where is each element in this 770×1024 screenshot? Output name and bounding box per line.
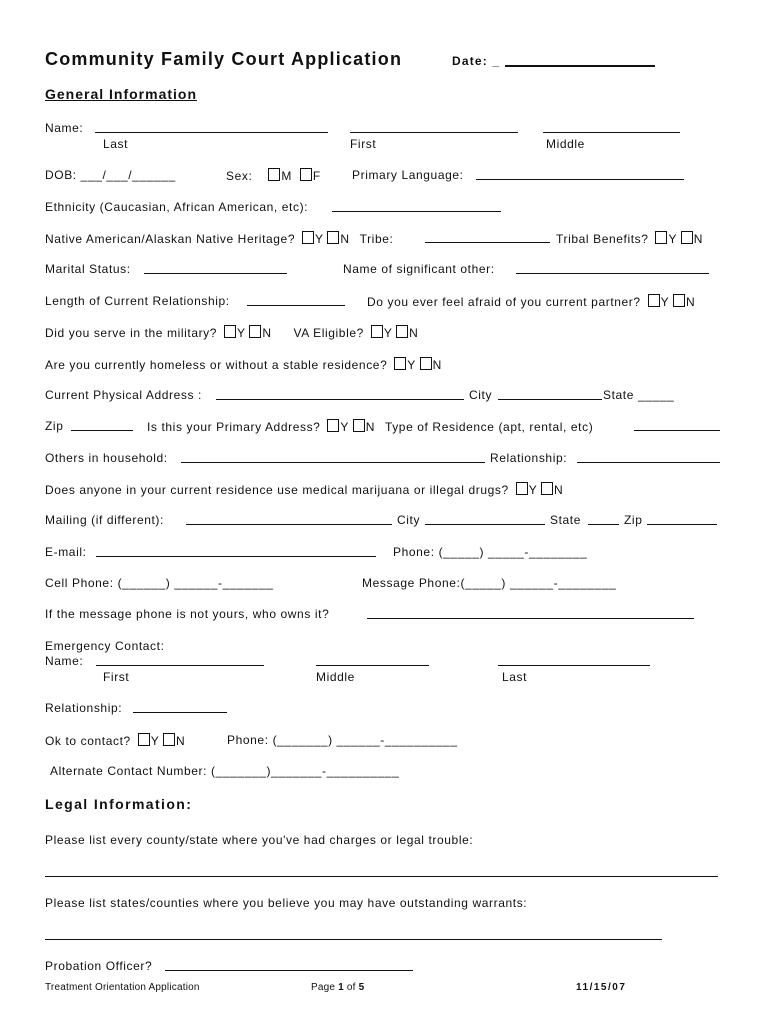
emergency-first-caption: First (103, 670, 130, 684)
significant-other-label: Name of significant other: (343, 262, 495, 276)
date-label: Date: _ (452, 54, 501, 68)
warrants-field[interactable] (45, 939, 662, 940)
afraid-n-checkbox[interactable] (673, 294, 685, 307)
y-label: Y (528, 483, 538, 497)
n-label: N (685, 295, 696, 309)
mailing-state-label: State (550, 513, 582, 527)
state-field[interactable]: State _____ (603, 388, 675, 402)
y-label: Y (383, 326, 393, 340)
sex-group (226, 168, 321, 183)
primary-address-label: Is this your Primary Address? (147, 420, 321, 434)
tribal-y-checkbox[interactable] (655, 231, 667, 244)
va-eligible-label: VA Eligible? (293, 326, 364, 340)
ethnicity-field[interactable] (332, 211, 501, 212)
phone-field[interactable]: Phone: (_____) _____-________ (393, 545, 588, 559)
mailing-zip-field[interactable] (647, 524, 717, 525)
marijuana-n-checkbox[interactable] (541, 482, 553, 495)
native-n-checkbox[interactable] (327, 231, 339, 244)
homeless-group (45, 357, 442, 372)
relationship-length-field[interactable] (247, 305, 345, 306)
sex-f-label: F (312, 169, 321, 183)
emergency-middle-field[interactable] (316, 665, 429, 666)
n-label: N (365, 420, 375, 434)
message-owner-label: If the message phone is not yours, who owns it? (45, 607, 330, 621)
primary-address-n-checkbox[interactable] (353, 419, 365, 432)
emergency-last-caption: Last (502, 670, 528, 684)
y-label: Y (315, 232, 324, 246)
emergency-last-field[interactable] (498, 665, 650, 666)
probation-officer-label: Probation Officer? (45, 959, 153, 973)
primary-address-group (147, 419, 593, 434)
marijuana-y-checkbox[interactable] (516, 482, 528, 495)
message-phone-field[interactable]: Message Phone:(_____) ______-________ (362, 576, 617, 590)
page-prefix: Page (311, 982, 336, 993)
native-heritage-label: Native American/Alaskan Native Heritage? (45, 232, 296, 246)
y-label: Y (340, 420, 349, 434)
residence-type-label: Type of Residence (apt, rental, etc) (384, 420, 594, 434)
cell-phone-field[interactable]: Cell Phone: (______) ______-_______ (45, 576, 274, 590)
n-label: N (176, 734, 186, 748)
emergency-contact-label: Emergency Contact: (45, 639, 165, 653)
message-owner-field[interactable] (367, 618, 694, 619)
significant-other-field[interactable] (516, 273, 709, 274)
middle-caption: Middle (546, 137, 585, 151)
n-label: N (554, 483, 564, 497)
last-caption: Last (103, 137, 129, 151)
military-label: Did you serve in the military? (45, 326, 218, 340)
physical-address-field[interactable] (216, 399, 464, 400)
native-heritage-group (45, 231, 393, 246)
marital-status-label: Marital Status: (45, 262, 131, 276)
city-field[interactable] (498, 399, 602, 400)
primary-address-y-checkbox[interactable] (327, 419, 339, 432)
footer-page (311, 982, 364, 993)
sex-m-checkbox[interactable] (268, 168, 280, 181)
y-label: Y (237, 326, 246, 340)
marijuana-group (45, 482, 563, 497)
email-field[interactable] (96, 556, 376, 557)
emergency-name-label: Name: (45, 654, 84, 668)
tribe-label: Tribe: (359, 232, 394, 246)
ethnicity-label: Ethnicity (Caucasian, African American, etc): (45, 200, 309, 214)
first-caption: First (350, 137, 377, 151)
warrants-prompt: Please list states/counties where you believe you may have outstanding warrants: (45, 896, 528, 910)
mailing-label: Mailing (if different): (45, 513, 164, 527)
sex-m-label: M (281, 169, 292, 183)
page-of: of (346, 982, 356, 993)
page-total: 5 (358, 982, 365, 993)
general-information-heading: General Information (45, 86, 198, 102)
va-y-checkbox[interactable] (371, 325, 383, 338)
homeless-y-checkbox[interactable] (394, 357, 406, 370)
ok-contact-group (45, 733, 185, 748)
form-title: Community Family Court Application (45, 49, 403, 69)
emergency-first-field[interactable] (96, 665, 264, 666)
alternate-number-field[interactable]: Alternate Contact Number: (_______)_______-__________ (50, 764, 400, 778)
va-n-checkbox[interactable] (396, 325, 408, 338)
zip-field[interactable] (71, 430, 133, 431)
marijuana-label: Does anyone in your current residence use medical marijuana or illegal drugs? (45, 483, 509, 497)
footer-date: 11/15/07 (576, 982, 627, 993)
probation-officer-field[interactable] (165, 970, 413, 971)
mailing-city-field[interactable] (425, 524, 545, 525)
sex-label: Sex: (226, 169, 253, 183)
afraid-partner-label: Do you ever feel afraid of you current partner? (367, 295, 641, 309)
afraid-partner-group (367, 294, 695, 309)
tribal-n-checkbox[interactable] (681, 231, 693, 244)
city-label: City (469, 388, 493, 402)
homeless-n-checkbox[interactable] (420, 357, 432, 370)
y-label: Y (150, 734, 160, 748)
relationship-field[interactable] (577, 462, 720, 463)
charges-field[interactable] (45, 876, 718, 877)
military-group (45, 325, 418, 340)
others-household-label: Others in household: (45, 451, 168, 465)
mailing-zip-label: Zip (624, 513, 643, 527)
y-label: Y (660, 295, 669, 309)
military-y-checkbox[interactable] (224, 325, 236, 338)
last-name-field[interactable] (95, 132, 328, 133)
y-label: Y (668, 232, 677, 246)
dob-field[interactable]: DOB: ___/___/______ (45, 168, 176, 182)
footer-left: Treatment Orientation Application (45, 982, 200, 993)
relationship-length-label: Length of Current Relationship: (45, 294, 230, 308)
n-label: N (693, 232, 704, 246)
primary-language-label: Primary Language: (352, 168, 464, 182)
email-label: E-mail: (45, 545, 87, 559)
marital-status-field[interactable] (144, 273, 287, 274)
emergency-relationship-label: Relationship: (45, 701, 123, 715)
emergency-relationship-field[interactable] (133, 712, 227, 713)
page-current: 1 (338, 982, 344, 993)
tribal-benefits-group (556, 231, 703, 246)
tribal-benefits-label: Tribal Benefits? (556, 232, 649, 246)
physical-address-label: Current Physical Address : (45, 388, 202, 402)
emergency-middle-caption: Middle (316, 670, 355, 684)
n-label: N (432, 358, 442, 372)
zip-label: Zip (45, 419, 64, 433)
n-label: N (409, 326, 419, 340)
charges-prompt: Please list every county/state where you've had charges or legal trouble: (45, 833, 474, 847)
military-n-checkbox[interactable] (249, 325, 261, 338)
relationship-label: Relationship: (490, 451, 568, 465)
legal-information-heading: Legal Information: (45, 796, 193, 812)
middle-name-field[interactable] (543, 132, 680, 133)
y-label: Y (407, 358, 416, 372)
primary-language-field[interactable] (476, 179, 684, 180)
emergency-phone-field[interactable]: Phone: (_______) ______-__________ (227, 733, 458, 747)
n-label: N (340, 232, 350, 246)
mailing-city-label: City (397, 513, 421, 527)
ok-contact-y-checkbox[interactable] (138, 733, 150, 746)
mailing-state-field[interactable] (588, 524, 619, 525)
afraid-y-checkbox[interactable] (648, 294, 660, 307)
n-label: N (262, 326, 272, 340)
first-name-field[interactable] (350, 132, 518, 133)
tribe-field[interactable] (425, 242, 550, 243)
residence-type-field[interactable] (634, 430, 720, 431)
name-label: Name: (45, 121, 84, 135)
homeless-label: Are you currently homeless or without a stable residence? (45, 358, 388, 372)
ok-contact-n-checkbox[interactable] (163, 733, 175, 746)
date-field[interactable] (505, 65, 655, 67)
ok-contact-label: Ok to contact? (45, 734, 131, 748)
mailing-field[interactable] (186, 524, 392, 525)
others-household-field[interactable] (181, 462, 485, 463)
native-y-checkbox[interactable] (302, 231, 314, 244)
sex-f-checkbox[interactable] (300, 168, 312, 181)
